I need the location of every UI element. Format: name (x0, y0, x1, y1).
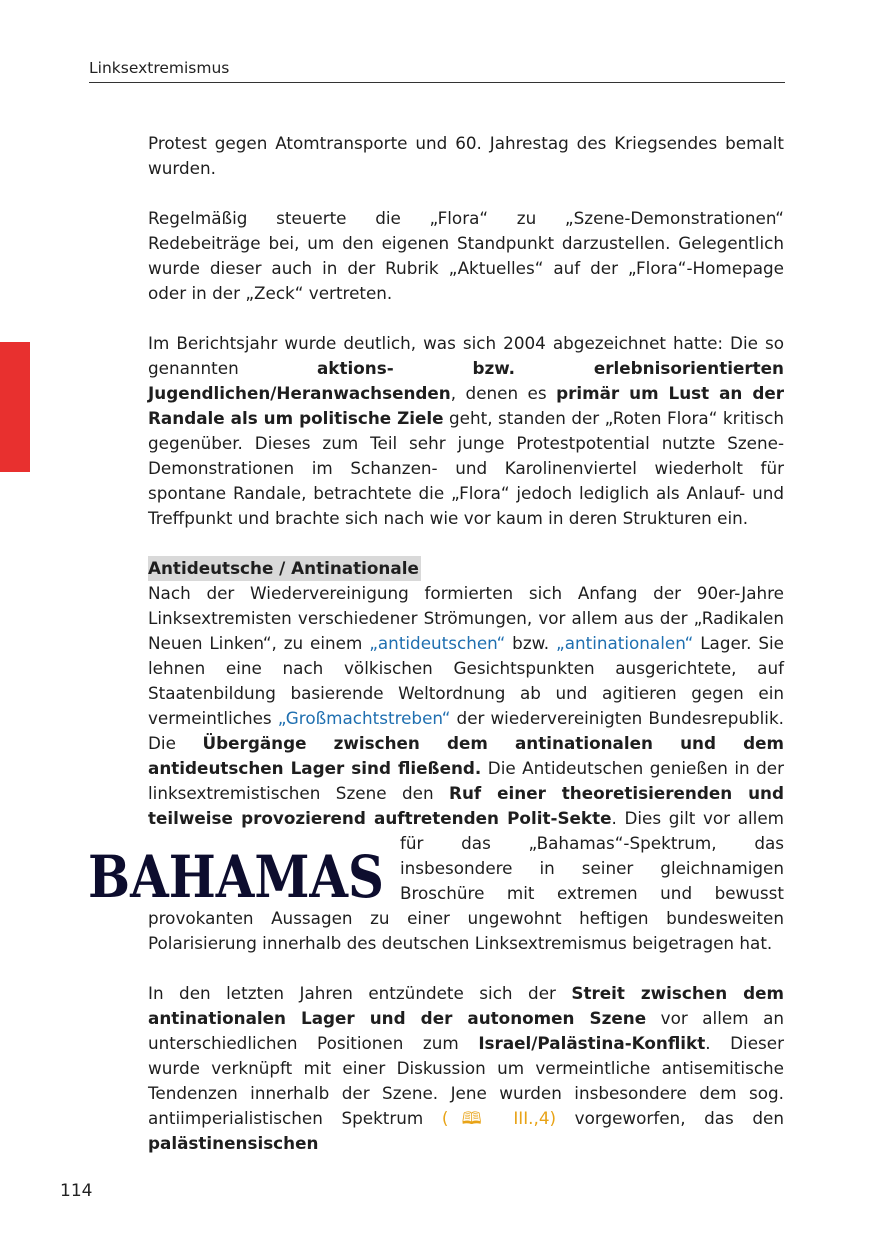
text-run: Lager. Sie lehnen eine nach völkischen Gesichtspunkten ausgerichtete, auf Staatenbildung basierende Weltordnung ab und agitieren gegen ein vermeintliches (148, 633, 784, 728)
glossary-link-antideutsch[interactable]: „antideutschen“ (369, 633, 506, 653)
text-run: . Dieser wurde verknüpft mit einer Diskussion um vermeintliche antisemitische Tendenzen innerhalb der Szene. Jene wurden insbesondere dem sog. antiimperialistischen Spektrum (148, 1033, 785, 1128)
bold-run: primär um Lust an der Randale als um politische Ziele (148, 383, 784, 428)
text-run: In den letzten Jahren entzündete sich der (148, 983, 572, 1003)
body-text (88, 131, 785, 1156)
text-run: . Dies gilt vor allem für (400, 808, 784, 853)
text-run: Nach der Wiedervereinigung formierten sich Anfang der 90er-Jahre Linksextremisten verschiedener Strömungen, vor allem aus der „Radikalen Neuen Linken“, zu einem (148, 583, 784, 653)
paragraph-2: Regelmäßig steuerte die „Flora“ zu „Szene-Demonstrationen“ Redebeiträge bei, um den eigenen Standpunkt darzustellen. Gelegentlich wurde dieser auch in der Rubrik „Aktuelles“ auf der „Flora“-Homepage oder in der „Zeck“ vertreten. (148, 208, 784, 303)
text-run: das „Bahamas“-Spektrum, das insbesondere in seiner gleichnamigen Broschüre mit extremen und bewusst provokanten Aussagen zu einer ungewohnt heftigen bundesweiten Polarisierung innerhalb des deutschen Linksextremismus beigetragen hat. (148, 833, 784, 953)
text-run: , denen es (450, 383, 557, 403)
running-head: Linksextremismus (89, 59, 230, 77)
bahamas-logo-wordmark: BAHAMAS (88, 843, 384, 911)
glossary-link-grossmachtstreben[interactable]: „Großmachtstreben“ (277, 708, 451, 728)
glossary-link-antinational[interactable]: „antinationalen“ (556, 633, 694, 653)
bold-run: Ruf einer theoretisierenden und teilweise provozierend auftretenden Polit-Sekte (148, 783, 784, 828)
paragraph-3 (148, 331, 784, 531)
bold-run: Übergänge zwischen dem antinationalen und dem antideutschen Lager sind fließend. (148, 733, 784, 778)
text-run: geht, standen der „Roten Flora“ kritisch gegenüber. Dieses zum Teil sehr junge Protestpotential nutzte Szene-Demonstrationen im Schanzen- und Karolinenviertel wiederholt für spontane Randale, betrachtete die „Flora“ jedoch lediglich als Anlauf- und Treffpunkt und brachte sich nach wie vor kaum in deren Strukturen ein. (148, 408, 784, 528)
paragraph-4 (88, 581, 785, 956)
text-run: Die Antideutschen genießen in der linksextremistischen Szene den (148, 758, 785, 803)
cross-reference-link[interactable]: (🕮 III.,4) (441, 1108, 557, 1128)
page-number: 114 (60, 1181, 93, 1201)
bold-run: palästinensischen (148, 1133, 319, 1153)
paragraph-1: Protest gegen Atomtransporte und 60. Jahrestag des Kriegsendes bemalt wurden. (148, 133, 784, 178)
bahamas-logo-anchor (88, 808, 784, 953)
section-heading: Antideutsche / Antinationale (148, 556, 421, 581)
text-run: der wiedervereinigten Bundesrepublik. Die (148, 708, 785, 753)
chapter-side-marker (0, 342, 30, 472)
paragraph-5 (148, 981, 784, 1156)
bold-run: aktions- bzw. erlebnisorientierten Jugendlichen/Heranwachsenden (148, 358, 784, 403)
bold-run: Israel/Palästina-Konflikt (478, 1033, 706, 1053)
header-rule (89, 82, 785, 83)
text-run: bzw. (505, 633, 557, 653)
bold-run: Streit zwischen dem antinationalen Lager und der autonomen Szene (148, 983, 784, 1028)
text-run: vor allem an unterschiedlichen Positionen zum (148, 1008, 784, 1053)
text-run: vorgeworfen, das den (556, 1108, 785, 1128)
bahamas-logo (88, 831, 388, 911)
text-run: Im Berichtsjahr wurde deutlich, was sich 2004 abgezeichnet hatte: Die so genannten (148, 333, 784, 378)
